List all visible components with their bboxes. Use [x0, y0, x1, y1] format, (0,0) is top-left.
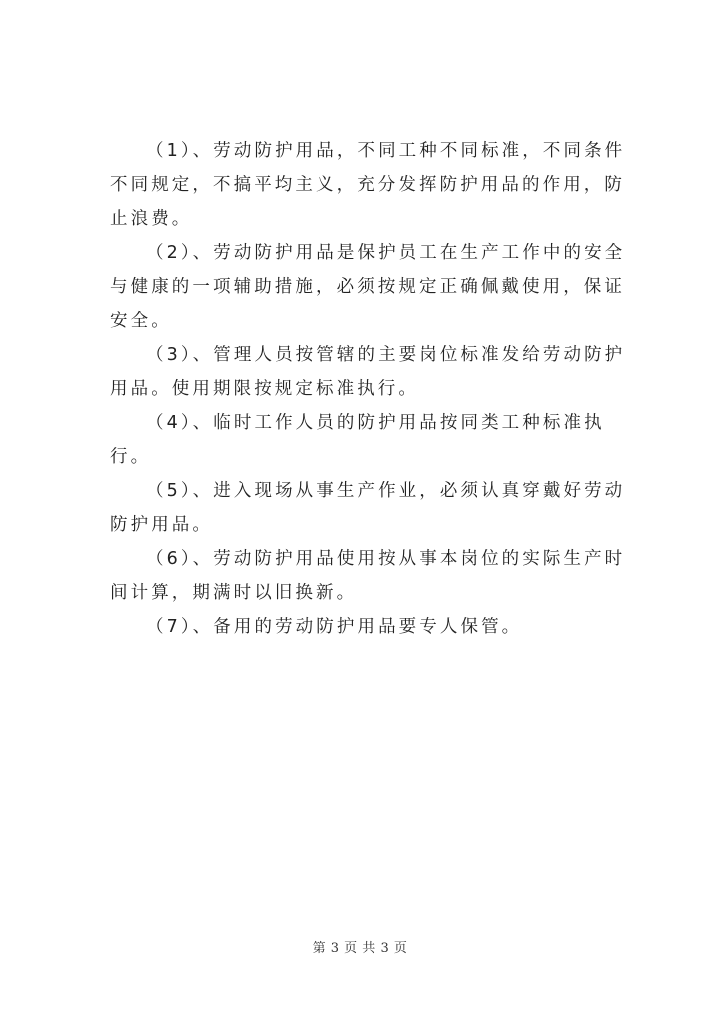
- page-footer: 第 3 页 共 3 页: [312, 941, 408, 956]
- paragraph-3: （3）、管理人员按管辖的主要岗位标准发给劳动防护用品。使用期限按规定标准执行。: [110, 345, 626, 399]
- document-body: [110, 134, 640, 644]
- paragraph-5: （5）、进入现场从事生产作业，必须认真穿戴好劳动防护用品。: [110, 481, 626, 535]
- paragraph-7: （7）、备用的劳动防护用品要专人保管。: [146, 617, 523, 637]
- paragraph-6: （6）、劳动防护用品使用按从事本岗位的实际生产时间计算，期满时以旧换新。: [110, 549, 626, 603]
- paragraph-2: （2）、劳动防护用品是保护员工在生产工作中的安全与健康的一项辅助措施，必须按规定正确佩戴使用，保证安全。: [110, 243, 626, 331]
- paragraph-4: （4）、临时工作人员的防护用品按同类工种标准执行。: [110, 413, 605, 467]
- paragraph-1: （1）、劳动防护用品，不同工种不同标准，不同条件不同规定，不搞平均主义，充分发挥防护用品的作用，防止浪费。: [110, 141, 626, 229]
